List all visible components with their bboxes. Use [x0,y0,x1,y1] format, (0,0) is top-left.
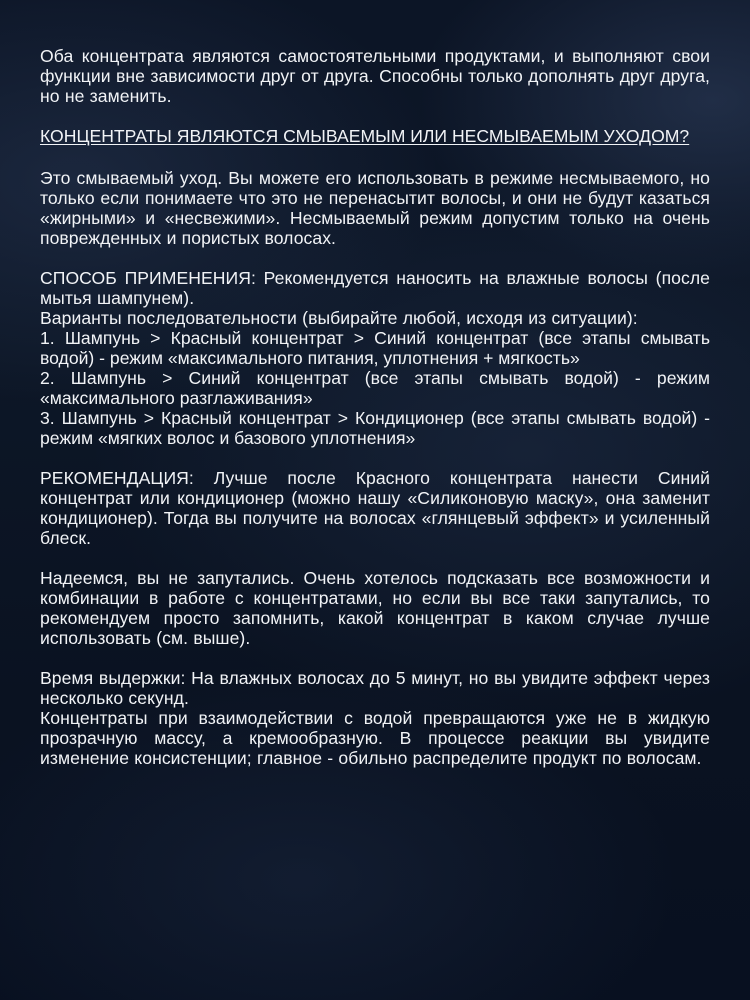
application-text: Рекомендуется наносить на влажные волосы (после мытья шампунем). [40,268,710,308]
application-label: СПОСОБ ПРИМЕНЕНИЯ: [40,268,256,288]
intro-paragraph: Оба концентрата являются самостоятельными продуктами, и выполняют свои функции вне зависимости друг от друга. Способны только дополнять друг друга, но не заменить. [40,46,710,106]
application-paragraph [40,268,710,308]
recommendation-label: РЕКОМЕНДАЦИЯ: [40,468,194,488]
exposure-paragraph: Время выдержки: На влажных волосах до 5 минут, но вы увидите эффект через несколько секунд. [40,668,710,708]
recommendation-text: Лучше после Красного концентрата нанести Синий концентрат или кондиционер (можно нашу «Силиконовую маску», она заменит кондиционер). Тогда вы получите на волосах «глянцевый эффект» и усиленный блеск. [40,468,710,548]
recommendation-paragraph [40,468,710,548]
hope-paragraph: Надеемся, вы не запутались. Очень хотелось подсказать все возможности и комбинации в работе с концентратами, но если вы все таки запутались, то рекомендуем просто запомнить, какой концентрат в каком случае лучше использовать (см. выше). [40,568,710,648]
variants-intro: Варианты последовательности (выбирайте любой, исходя из ситуации): [40,308,638,328]
document-page [40,46,710,788]
reaction-paragraph: Концентраты при взаимодействии с водой превращаются уже не в жидкую прозрачную массу, а кремообразную. В процессе реакции вы увидите изменение консистенции; главное - обильно распределите продукт по волосам. [40,708,710,768]
variant-item: 1. Шампунь > Красный концентрат > Синий концентрат (все этапы смывать водой) - режим «максимального питания, уплотнения + мягкость» [40,328,710,368]
answer-paragraph: Это смываемый уход. Вы можете его использовать в режиме несмываемого, но только если понимаете что это не перенасытит волосы, и они не будут казаться «жирными» и «несвежими». Несмываемый режим допустим только на очень поврежденных и пористых волосах. [40,168,710,248]
spacer [40,448,710,468]
variant-item: 3. Шампунь > Красный концентрат > Кондиционер (все этапы смывать водой) - режим «мягких волос и базового уплотнения» [40,408,710,448]
variant-item: 2. Шампунь > Синий концентрат (все этапы смывать водой) - режим «максимального разглаживания» [40,368,710,408]
section-heading: КОНЦЕНТРАТЫ ЯВЛЯЮТСЯ СМЫВАЕМЫМ ИЛИ НЕСМЫВАЕМЫМ УХОДОМ? [40,126,690,146]
